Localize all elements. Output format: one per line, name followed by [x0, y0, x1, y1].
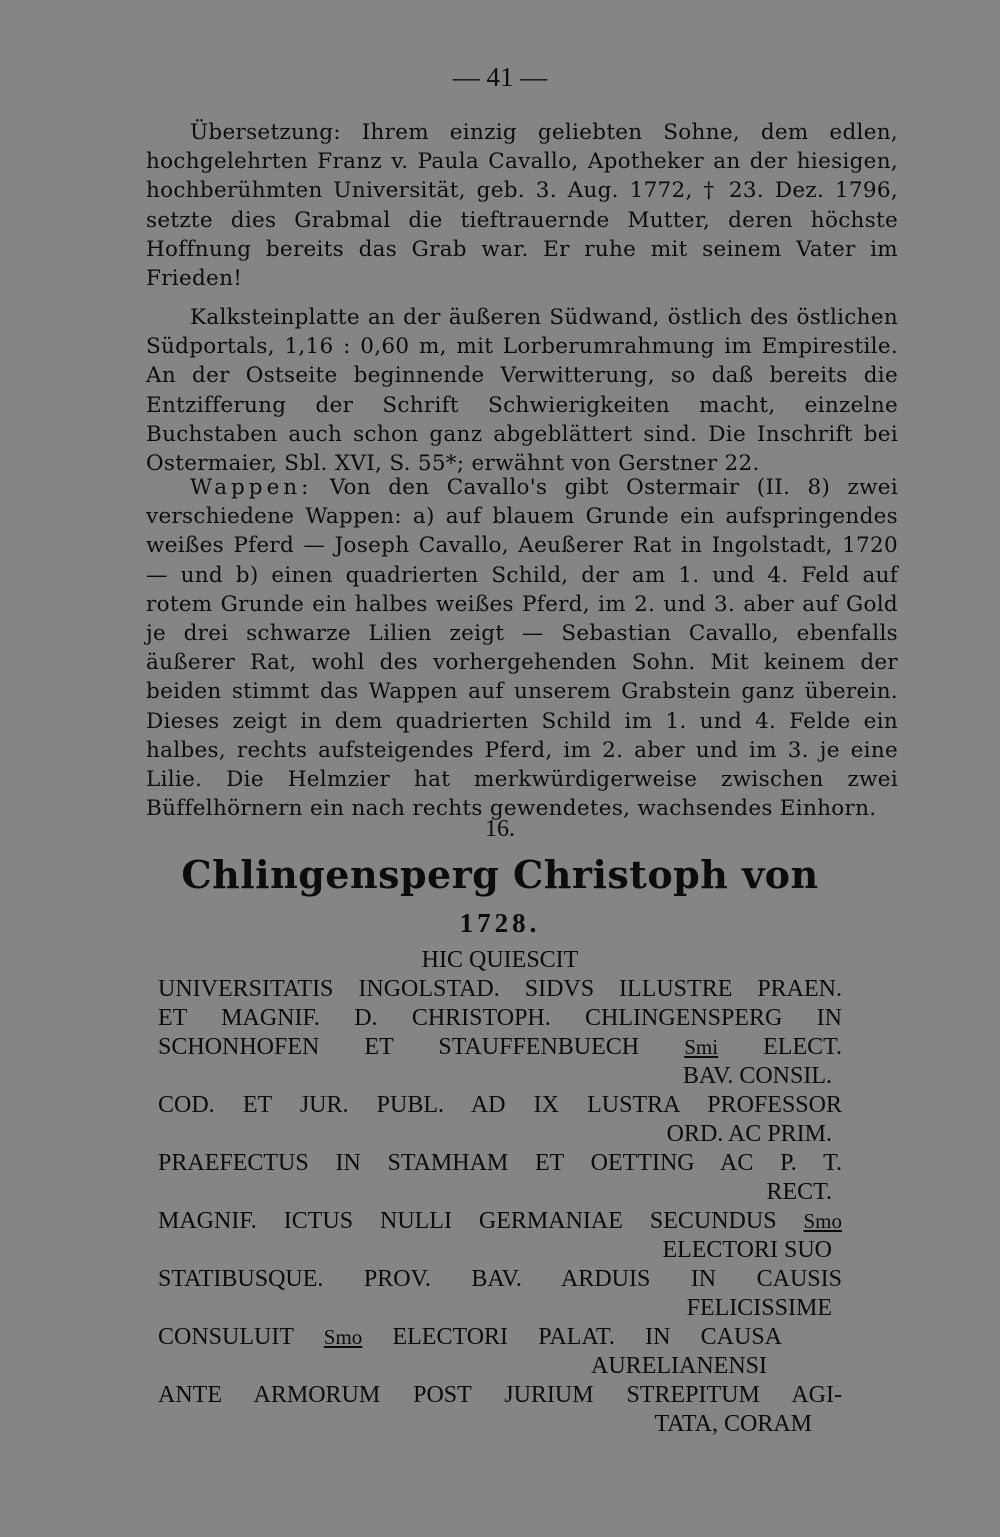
inscription-line	[158, 1323, 842, 1352]
inscription-line: RECT.	[766, 1179, 832, 1205]
wappen-label: Wappen:	[190, 475, 313, 500]
inscription-line: STATIBUSQUE. PROV. BAV. ARDUIS IN CAUSIS	[158, 1266, 842, 1292]
wappen-text: Von den Cavallo's gibt Ostermair (II. 8) zwei verschiedene Wappen: a) auf blauem Grunde ein aufspringendes weißes Pferd — Joseph Cavallo, Aeußerer Rat in Ingolstadt, 1720 — und b) einen quadrierten Schild, der am 1. und 4. Feld auf rotem Grunde ein halbes weißes Pferd, im 2. und 3. aber auf Gold je drei schwarze Lilien zeigt — Sebastian Cavallo, ebenfalls äußerer Rat, wohl des vorhergehenden Sohn. Mit keinem der beiden stimmt das Wappen auf unserem Grabstein ganz überein. Dieses zeigt in dem quadrierten Schild im 1. und 4. Felde ein halbes, rechts aufsteigendes Pferd, im 2. aber und im 3. je eine Lilie. Die Helmzier hat merkwürdigerweise zwischen zwei Büffelhörnern ein nach rechts gewendetes, wachsendes Einhorn.	[146, 475, 898, 822]
inscription-line: PRAEFECTUS IN STAMHAM ET OETTING AC P. T.	[158, 1150, 842, 1176]
inscription-abbreviation: Smo	[323, 1325, 363, 1349]
inscription-line: TATA, CORAM	[654, 1411, 812, 1437]
entry-name: Chlingensperg Christoph von	[181, 852, 819, 897]
inscription-line: ELECTORI SUO	[662, 1237, 832, 1263]
inscription-line: HIC QUIESCIT	[421, 947, 579, 973]
inscription-line: BAV. CONSIL.	[682, 1063, 832, 1089]
inscription-line: COD. ET JUR. PUBL. AD IX LUSTRA PROFESSOR	[158, 1092, 842, 1118]
inscription-line: UNIVERSITATIS INGOLSTAD. SIDVS ILLUSTRE PRAEN.	[158, 976, 842, 1002]
wappen-paragraph	[146, 473, 898, 823]
inscription-line: AURELIANENSI	[591, 1353, 767, 1379]
inscription-text: MAGNIF. ICTUS NULLI GERMANIAE SECUNDUS	[158, 1208, 777, 1234]
inscription-line	[158, 1207, 842, 1236]
entry-number: 16.	[485, 816, 515, 842]
description-text: Kalksteinplatte an der äußeren Südwand, östlich des östlichen Südportals, 1,16 : 0,60 m, mit Lorberumrahmung im Empirestile. An der Ostseite beginnende Verwitterung, so daß bereits die Entzifferung der Schrift Schwierigkeiten macht, einzelne Buchstaben auch schon ganz abgeblättert sind. Die Inschrift bei Ostermaier, Sbl. XVI, S. 55*; erwähnt von Gerstner 22.	[146, 305, 898, 477]
inscription-line: FELICISSIME	[686, 1295, 832, 1321]
inscription-text: ELECTORI PALAT. IN CAUSA	[392, 1324, 782, 1350]
inscription-line: ET MAGNIF. D. CHRISTOPH. CHLINGENSPERG IN	[158, 1005, 842, 1031]
inscription-line	[158, 1033, 842, 1062]
inscription	[158, 946, 842, 1439]
page-number: — 41 —	[452, 62, 548, 92]
description-paragraph	[146, 303, 898, 478]
translation-text: Übersetzung: Ihrem einzig geliebten Sohne, dem edlen, hochgelehrten Franz v. Paula Cavallo, Apotheker an der hiesigen, hochberühmten Universität, geb. 3. Aug. 1772, † 23. Dez. 1796, setzte dies Grabmal die tieftrauernde Mutter, deren höchste Hoffnung bereits das Grab war. Er ruhe mit seinem Vater im Frieden!	[146, 120, 898, 292]
inscription-text: SCHONHOFEN ET STAUFFENBUECH	[158, 1034, 640, 1060]
entry-year: 1728.	[459, 908, 541, 938]
inscription-line: ORD. AC PRIM.	[666, 1121, 832, 1147]
inscription-abbreviation: Smi	[684, 1035, 719, 1059]
inscription-abbreviation: Smo	[803, 1209, 843, 1233]
inscription-text: ELECT.	[763, 1034, 842, 1060]
translation-paragraph	[146, 118, 898, 293]
inscription-line: ANTE ARMORUM POST JURIUM STREPITUM AGI-	[158, 1382, 842, 1408]
inscription-text: CONSULUIT	[158, 1324, 294, 1350]
